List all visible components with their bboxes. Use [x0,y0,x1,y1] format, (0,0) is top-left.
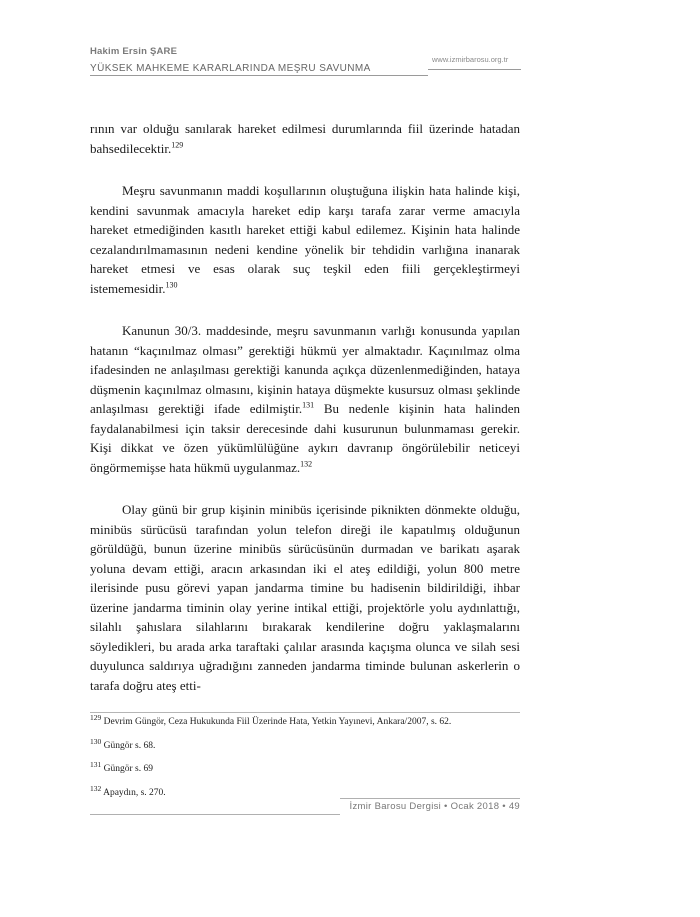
running-footer [350,801,520,812]
header-author: Hakim Ersin ŞARE [90,46,178,57]
page-number: 49 [508,801,520,812]
paragraph-2: Meşru savunmanın maddi koşullarının oluştuğuna ilişkin hata halinde kişi, kendini savunmak amacıyla hareket edip karşı tarafa zarar verme amacıyla hareket etmediğinden kasıtlı hareket ettiği kabul edilemez. Kişinin hata halinde cezalandırılmamasının nedeni kendine yönelik bir tehdidin varlığına inanarak hareket etmesi ve esas olarak suç teşkil eden fiili gerçekleştirmeyi istememesidir.$^{130}$ [90,183,520,296]
header-rule-right [428,69,521,70]
footer-rule-right [340,798,520,799]
footnotes [90,712,520,809]
footer-journal: İzmir Barosu Dergisi [349,801,442,812]
header-title: YÜKSEK MAHKEME KARARLARINDA MEŞRU SAVUNMA [90,63,371,74]
paragraph-3: Kanunun 30/3. maddesinde, meşru savunmanın varlığı konusunda yapılan hatanın “kaçınılmaz olması” gerektiği hükmü yer almaktadır. Kaçınılmaz olma ifadesinden ne anlaşılması gerektiği kanunda açıkça düzenlenmediğinden, hataya düşmenin kaçınılmaz olmasını, kişinin hataya düşmekte kusursuz olması şeklinde anlaşılması gerektiği ifade edilmiştir.$^{131}$ Bu nedenle kişinin hata halinden faydalanabilmesi için taksir derecesinde dahi kusurunun bulunmaması gerekir. Kişi dikkat ve özen yükümlülüğüne aykırı davranıp öngörülebilir neticeyi öngörmemişse hata hükmü uygulanmaz.$^{132}$ [90,323,520,475]
paragraph-1: rının var olduğu sanılarak hareket edilmesi durumlarında fiil üzerinde hatadan bahsedilecektir.$^{129}$ [90,121,520,156]
header-website: www.izmirbarosu.org.tr [432,55,509,64]
footnote-130: $^{130}$ Güngör s. 68. [90,736,156,751]
footer-issue: Ocak 2018 [450,801,500,812]
footnote-129: $^{129}$ Devrim Güngör, Ceza Hukukunda Fiil Üzerinde Hata, Yetkin Yayınevi, Ankara/2007, s. 62. [90,712,452,727]
footnote-132: $^{132}$ Apaydın, s. 270. [90,783,166,798]
footnote-divider [90,712,520,713]
footnote-131: $^{131}$ Güngör s. 69 [90,759,153,774]
header-rule [90,75,428,76]
footer-rule-left [90,814,340,815]
footnote-ref-130[interactable]: 130 [165,280,178,290]
footnote-ref-131[interactable]: 131 [302,400,315,410]
paragraph-4: Olay günü bir grup kişinin minibüs içerisinde piknikten dönmekte olduğu, minibüs sürücüsü tarafından yolun telefon direği ile kapatılmış olduğunun görüldüğü, bunun üzerine minibüs sürücüsünün durmadan ve barikatı aşarak yoluna devam ettiği, aracın arkasından iki el ateş edildiği, yolun 800 metre ilerisinde pusu görevi yapan jandarma timine bu hadisenin bildirildiği, ihbar üzerine jandarma timinin olay yerine intikal ettiği, projektörle yolu aydınlattığı, silahlı şahıslara silahlarını bırakarak kendilerine doğru yaklaşmalarını söyledikleri, bu arada arka taraftaki çalılar arasında kaçışma olunca ve silah sesi duyulunca saldırıya uğradığını zanneden jandarma timinde bulunan askerlerin o tarafa doğru ateş etti- [90,502,520,693]
footer-separator: • [444,801,448,812]
footer-separator: • [502,801,506,812]
footnote-ref-129[interactable]: 129 [171,140,184,150]
footnote-ref-132[interactable]: 132 [300,459,313,469]
body-text [90,119,520,718]
